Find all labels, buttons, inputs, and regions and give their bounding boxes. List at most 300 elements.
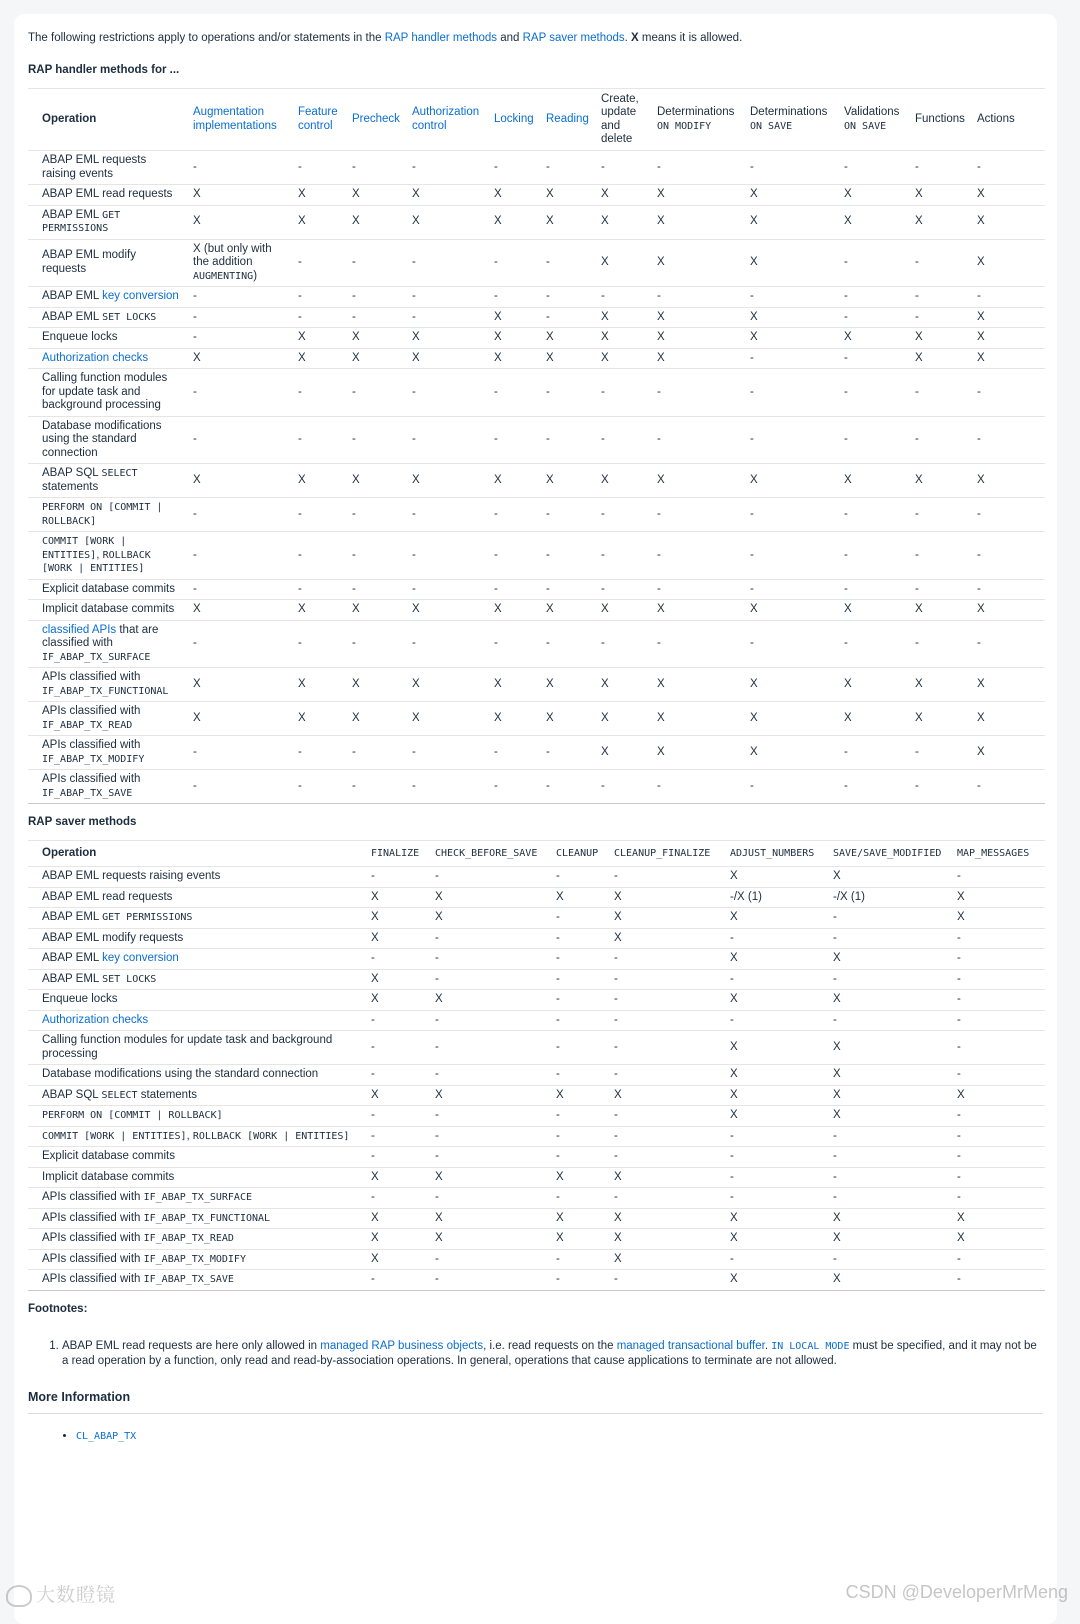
value-cell: - xyxy=(744,151,838,185)
column-header-locking[interactable] xyxy=(488,89,540,151)
rap-saver-methods-link[interactable]: RAP saver methods xyxy=(522,32,625,44)
value-cell: X xyxy=(608,908,724,929)
value-cell: - xyxy=(651,579,744,600)
operation-text: ABAP EML modify requests xyxy=(42,249,136,275)
value-cell: - xyxy=(365,1188,429,1209)
table-row xyxy=(28,532,1045,580)
value-cell: X xyxy=(724,867,827,888)
column-header-reading[interactable] xyxy=(540,89,595,151)
value-cell: X xyxy=(827,867,951,888)
value-cell: - xyxy=(187,369,292,417)
value-cell: - xyxy=(540,287,595,308)
value-cell: X xyxy=(346,600,406,621)
value-cell: - xyxy=(971,369,1045,417)
operation-cell xyxy=(28,1031,365,1065)
column-header-save-save-modified xyxy=(827,841,951,867)
table-row xyxy=(28,1106,1045,1127)
operation-text: APIs classified with xyxy=(42,1211,144,1224)
footnotes-list xyxy=(28,1339,1043,1368)
augmentation-implementations-link[interactable]: Augmentation implementations xyxy=(193,106,277,132)
value-cell: X xyxy=(550,1167,608,1188)
content-card xyxy=(14,14,1057,1624)
operation-code: IF_ABAP_TX_SURFACE xyxy=(42,651,151,663)
operation-cell xyxy=(28,1126,365,1147)
value-text: X (but only with the addition xyxy=(193,242,272,268)
operation-code: IF_ABAP_TX_FUNCTIONAL xyxy=(143,1212,271,1224)
column-header-text: Create, update and delete xyxy=(601,92,639,145)
value-cell: - xyxy=(651,369,744,417)
table-row xyxy=(28,887,1045,908)
value-cell: X xyxy=(744,668,838,702)
value-cell: - xyxy=(406,620,488,668)
value-cell: X xyxy=(550,1229,608,1250)
value-cell: X xyxy=(744,328,838,349)
operation-cell xyxy=(28,1167,365,1188)
value-cell: - xyxy=(744,579,838,600)
value-cell: X xyxy=(429,1208,550,1229)
value-cell: X xyxy=(365,1229,429,1250)
value-cell: X xyxy=(971,348,1045,369)
value-cell: X xyxy=(595,307,651,328)
value-cell: - xyxy=(951,867,1045,888)
value-cell: - xyxy=(406,736,488,770)
value-cell: X xyxy=(187,185,292,206)
rap-handler-methods-link[interactable]: RAP handler methods xyxy=(384,32,498,44)
value-cell: X xyxy=(187,348,292,369)
value-cell: X xyxy=(827,1270,951,1291)
value-cell: X xyxy=(488,702,540,736)
value-cell: - xyxy=(724,1188,827,1209)
operation-code: IF_ABAP_TX_READ xyxy=(143,1233,234,1244)
column-header-check-before-save xyxy=(429,841,550,867)
operation-code: GET PERMISSIONS xyxy=(102,912,193,923)
value-cell: - xyxy=(429,969,550,990)
value-cell: X xyxy=(488,668,540,702)
value-cell: X xyxy=(187,702,292,736)
value-cell: - xyxy=(909,770,971,804)
operation-cell xyxy=(28,287,187,308)
value-cell: X xyxy=(838,205,909,239)
value-cell: - xyxy=(187,307,292,328)
value-cell: - xyxy=(346,307,406,328)
value-cell: - xyxy=(838,579,909,600)
operation-text: that are classified with xyxy=(42,623,159,649)
value-cell: - xyxy=(838,239,909,287)
value-cell: X xyxy=(724,908,827,929)
value-cell: - xyxy=(429,928,550,949)
operation-text: ABAP EML xyxy=(42,972,103,985)
column-header-code: CLEANUP xyxy=(556,847,599,859)
value-cell: X xyxy=(724,1065,827,1086)
table-row xyxy=(28,205,1045,239)
value-cell: X xyxy=(971,185,1045,206)
authorization-checks-link[interactable]: Authorization checks xyxy=(42,351,149,364)
value-code: AUGMENTING xyxy=(193,270,254,282)
table-row xyxy=(28,1010,1045,1031)
value-cell: - xyxy=(608,1147,724,1168)
value-cell: - xyxy=(951,1270,1045,1291)
column-header-text: Determinations xyxy=(657,106,735,118)
value-cell: - xyxy=(187,736,292,770)
value-cell: X xyxy=(540,348,595,369)
value-cell: X xyxy=(406,348,488,369)
value-cell: X xyxy=(365,990,429,1011)
value-cell: X xyxy=(429,1085,550,1106)
value-cell: - xyxy=(608,949,724,970)
value-cell: - xyxy=(951,928,1045,949)
value-cell: - xyxy=(838,369,909,417)
column-header-precheck[interactable] xyxy=(346,89,406,151)
value-cell: - xyxy=(827,969,951,990)
value-cell: - xyxy=(951,1167,1045,1188)
value-cell: - xyxy=(971,579,1045,600)
value-cell: - xyxy=(595,369,651,417)
value-cell: - xyxy=(540,532,595,580)
operation-cell xyxy=(28,532,187,580)
value-cell: X xyxy=(346,464,406,498)
value-cell: X xyxy=(488,464,540,498)
value-cell: - xyxy=(429,949,550,970)
value-cell: X xyxy=(608,1208,724,1229)
value-cell: - xyxy=(550,1010,608,1031)
value-cell xyxy=(187,239,292,287)
value-cell: X xyxy=(951,1208,1045,1229)
column-header-validations-on-save xyxy=(838,89,909,151)
value-cell: X xyxy=(971,328,1045,349)
value-cell: X xyxy=(744,239,838,287)
value-cell: X xyxy=(724,1229,827,1250)
value-cell: - xyxy=(827,908,951,929)
value-cell: - xyxy=(651,770,744,804)
value-cell: X xyxy=(608,1085,724,1106)
value-cell: X xyxy=(651,328,744,349)
table-row xyxy=(28,928,1045,949)
value-cell: - xyxy=(429,1270,550,1291)
value-cell: X xyxy=(971,205,1045,239)
operation-text: , xyxy=(186,1129,193,1142)
value-cell: - xyxy=(429,1147,550,1168)
operation-text: , xyxy=(96,548,103,561)
operation-code: IF_ABAP_TX_SURFACE xyxy=(143,1192,252,1203)
value-cell: - xyxy=(488,770,540,804)
operation-text: Calling function modules for update task and background processing xyxy=(42,372,168,411)
table-row xyxy=(28,1085,1045,1106)
column-header-operation xyxy=(28,841,365,867)
operation-cell xyxy=(28,464,187,498)
value-cell: X xyxy=(429,1229,550,1250)
operation-cell xyxy=(28,908,365,929)
table-row xyxy=(28,1031,1045,1065)
value-cell: - xyxy=(608,1065,724,1086)
classified-apis-link[interactable]: classified APIs xyxy=(42,623,117,636)
intro-dot: . xyxy=(624,32,632,44)
value-cell: X xyxy=(187,464,292,498)
column-header-code: FINALIZE xyxy=(371,847,420,859)
value-cell: - xyxy=(909,369,971,417)
operation-code: ROLLBACK [WORK | ENTITIES] xyxy=(42,549,151,574)
managed-transactional-buffer-link[interactable]: managed transactional buffer xyxy=(616,1339,765,1352)
value-cell: X xyxy=(292,668,346,702)
operation-text: ABAP EML xyxy=(42,310,103,323)
value-cell: - xyxy=(827,1249,951,1270)
value-cell: - xyxy=(187,620,292,668)
key-conversion-link[interactable]: key conversion xyxy=(102,952,179,964)
value-cell: - xyxy=(292,369,346,417)
operation-text: Implicit database commits xyxy=(42,603,175,615)
value-cell: - xyxy=(595,620,651,668)
operation-code: IF_ABAP_TX_MODIFY xyxy=(42,753,145,765)
value-cell: X xyxy=(827,949,951,970)
operation-text: Explicit database commits xyxy=(42,582,175,595)
column-header-authorization-control[interactable] xyxy=(406,89,488,151)
value-cell: - xyxy=(595,579,651,600)
column-header-map-messages xyxy=(951,841,1045,867)
table-row xyxy=(28,498,1045,532)
value-cell: - xyxy=(406,239,488,287)
feature-control-link[interactable]: Feature control xyxy=(298,106,338,132)
operation-text: ABAP EML xyxy=(42,911,103,923)
value-cell: - xyxy=(292,239,346,287)
value-cell: X xyxy=(724,1270,827,1291)
operation-code: SELECT xyxy=(101,468,138,479)
operation-text: Enqueue locks xyxy=(42,993,118,1005)
value-cell: - xyxy=(540,620,595,668)
key-conversion-link[interactable]: key conversion xyxy=(102,290,179,302)
value-cell: X xyxy=(651,668,744,702)
operation-text: APIs classified with xyxy=(42,739,141,751)
column-header-code: ON MODIFY xyxy=(657,120,712,132)
column-header-augmentation-implementations[interactable] xyxy=(187,89,292,151)
value-cell: - xyxy=(187,532,292,580)
operation-cell xyxy=(28,887,365,908)
value-cell: - xyxy=(909,736,971,770)
precheck-link[interactable]: Precheck xyxy=(352,112,400,125)
value-cell: - xyxy=(540,416,595,464)
cl-abap-tx-link[interactable]: CL_ABAP_TX xyxy=(76,1430,137,1442)
operation-cell xyxy=(28,151,187,185)
footnote-item xyxy=(62,1339,1043,1368)
operation-text: ABAP EML read requests xyxy=(42,890,173,903)
column-header-code: CLEANUP_FINALIZE xyxy=(614,847,711,859)
column-header-create-update-and-delete xyxy=(595,89,651,151)
value-cell: - xyxy=(744,348,838,369)
value-cell: - xyxy=(724,1147,827,1168)
value-cell: - xyxy=(595,498,651,532)
value-cell: - xyxy=(540,239,595,287)
column-header-code: ON SAVE xyxy=(844,120,887,132)
value-cell: - xyxy=(187,328,292,349)
column-header-code: SAVE/SAVE_MODIFIED xyxy=(833,847,942,859)
table-row xyxy=(28,348,1045,369)
intro-suffix: means it is allowed. xyxy=(638,32,743,44)
column-header-text: Determinations xyxy=(750,106,828,118)
value-cell: - xyxy=(550,1031,608,1065)
value-cell: - xyxy=(346,287,406,308)
value-cell: - xyxy=(971,287,1045,308)
value-cell: - xyxy=(909,287,971,308)
value-cell: X xyxy=(827,1208,951,1229)
value-cell: X xyxy=(595,348,651,369)
value-cell: - xyxy=(827,1167,951,1188)
value-cell: - xyxy=(744,369,838,417)
operation-code: IF_ABAP_TX_SAVE xyxy=(143,1274,234,1285)
value-cell: - xyxy=(951,1031,1045,1065)
value-cell: X xyxy=(429,1167,550,1188)
value-cell: X xyxy=(550,1085,608,1106)
value-cell: - xyxy=(608,1031,724,1065)
value-cell: X xyxy=(292,702,346,736)
operation-text: APIs classified with xyxy=(42,1191,144,1203)
footnote-text: . xyxy=(764,1339,772,1352)
value-cell: - xyxy=(909,307,971,328)
table-row xyxy=(28,1188,1045,1209)
operation-code: IF_ABAP_TX_MODIFY xyxy=(143,1253,246,1265)
operation-text: ABAP SQL xyxy=(42,467,102,479)
value-cell: - xyxy=(187,770,292,804)
reading-link[interactable]: Reading xyxy=(546,112,589,125)
value-cell: X xyxy=(651,185,744,206)
operation-code: PERFORM ON [COMMIT | ROLLBACK] xyxy=(42,502,163,527)
value-cell: X xyxy=(540,464,595,498)
value-cell: X xyxy=(951,908,1045,929)
table-row xyxy=(28,1249,1045,1270)
value-cell: - xyxy=(346,770,406,804)
table-row xyxy=(28,736,1045,770)
table-row xyxy=(28,620,1045,668)
value-cell: X xyxy=(365,1085,429,1106)
value-cell: X xyxy=(365,908,429,929)
value-cell: X xyxy=(488,307,540,328)
table-row xyxy=(28,1147,1045,1168)
value-cell: - xyxy=(346,151,406,185)
value-cell: - xyxy=(406,579,488,600)
value-cell: - xyxy=(608,1270,724,1291)
value-cell: - xyxy=(365,1270,429,1291)
value-cell: - xyxy=(292,579,346,600)
value-cell: - xyxy=(838,348,909,369)
value-cell: - xyxy=(744,416,838,464)
operation-text: ABAP EML xyxy=(42,290,103,302)
value-cell: - xyxy=(951,1065,1045,1086)
value-cell: X xyxy=(827,1031,951,1065)
value-cell: X xyxy=(651,348,744,369)
value-cell: X xyxy=(724,1031,827,1065)
value-cell: X xyxy=(608,1167,724,1188)
operation-code: SELECT xyxy=(101,1089,138,1101)
value-cell: - xyxy=(429,1010,550,1031)
value-cell: - xyxy=(540,736,595,770)
operation-cell xyxy=(28,1010,365,1031)
value-cell: - xyxy=(595,151,651,185)
table-row xyxy=(28,1270,1045,1291)
value-cell: X xyxy=(838,668,909,702)
value-cell: - xyxy=(550,990,608,1011)
value-cell: X xyxy=(744,307,838,328)
operation-cell xyxy=(28,369,187,417)
value-cell: - xyxy=(951,1188,1045,1209)
value-cell: X xyxy=(346,348,406,369)
value-cell: X xyxy=(406,668,488,702)
table-row xyxy=(28,969,1045,990)
value-cell: - xyxy=(909,416,971,464)
value-cell: X xyxy=(651,205,744,239)
value-cell: - xyxy=(429,1126,550,1147)
authorization-control-link[interactable]: Authorization control xyxy=(412,106,480,132)
value-cell: - xyxy=(187,498,292,532)
value-cell: - xyxy=(827,1126,951,1147)
table-row xyxy=(28,416,1045,464)
value-cell: X xyxy=(365,969,429,990)
value-cell: - xyxy=(540,498,595,532)
footnote-text: ABAP EML read requests are here only allowed in xyxy=(62,1339,321,1352)
value-cell: - xyxy=(540,770,595,804)
operation-text: APIs classified with xyxy=(42,1232,144,1244)
authorization-checks-link[interactable]: Authorization checks xyxy=(42,1013,149,1026)
operation-cell xyxy=(28,498,187,532)
value-cell: X xyxy=(595,328,651,349)
value-cell: - xyxy=(744,532,838,580)
operation-cell xyxy=(28,702,187,736)
value-cell: - xyxy=(187,287,292,308)
value-cell: X xyxy=(488,600,540,621)
column-header-code: MAP_MESSAGES xyxy=(957,847,1030,859)
locking-link[interactable]: Locking xyxy=(494,112,534,125)
value-cell: - xyxy=(406,307,488,328)
table-row xyxy=(28,949,1045,970)
value-cell: - xyxy=(488,532,540,580)
operation-text: Explicit database commits xyxy=(42,1150,175,1162)
value-cell: - xyxy=(951,949,1045,970)
value-cell: X xyxy=(595,668,651,702)
value-cell: - xyxy=(724,1167,827,1188)
value-cell: X xyxy=(488,328,540,349)
value-cell: - xyxy=(651,620,744,668)
operation-text: Database modifications using the standard connection xyxy=(42,419,162,459)
value-cell: X xyxy=(724,949,827,970)
column-header-actions xyxy=(971,89,1045,151)
managed-rap-business-objects-link[interactable]: managed RAP business objects xyxy=(320,1339,484,1352)
value-cell: X xyxy=(187,600,292,621)
value-cell: X xyxy=(292,328,346,349)
operation-cell xyxy=(28,205,187,239)
value-cell: X xyxy=(595,702,651,736)
handler-section-heading: RAP handler methods for ... xyxy=(28,64,180,76)
table-row xyxy=(28,990,1045,1011)
operation-cell xyxy=(28,1085,365,1106)
value-cell: - xyxy=(406,770,488,804)
value-cell: X xyxy=(827,990,951,1011)
value-cell: - xyxy=(951,1147,1045,1168)
column-header-text: Validations xyxy=(844,106,900,118)
value-cell: X xyxy=(595,239,651,287)
table-row xyxy=(28,702,1045,736)
value-cell: X xyxy=(651,736,744,770)
value-cell: - xyxy=(187,579,292,600)
column-header-feature-control[interactable] xyxy=(292,89,346,151)
value-cell: - xyxy=(406,416,488,464)
operation-text: statements xyxy=(42,480,99,493)
column-header-cleanup-finalize xyxy=(608,841,724,867)
value-cell: - xyxy=(838,287,909,308)
operation-text: ABAP EML xyxy=(42,208,103,221)
value-cell: - xyxy=(971,498,1045,532)
operation-text: APIs classified with xyxy=(42,1252,144,1265)
value-cell: - xyxy=(365,1106,429,1127)
footnotes-heading: Footnotes: xyxy=(28,1302,88,1315)
value-cell: X xyxy=(838,328,909,349)
value-cell: X xyxy=(595,185,651,206)
in-local-mode-link[interactable]: IN LOCAL MODE xyxy=(771,1340,850,1352)
